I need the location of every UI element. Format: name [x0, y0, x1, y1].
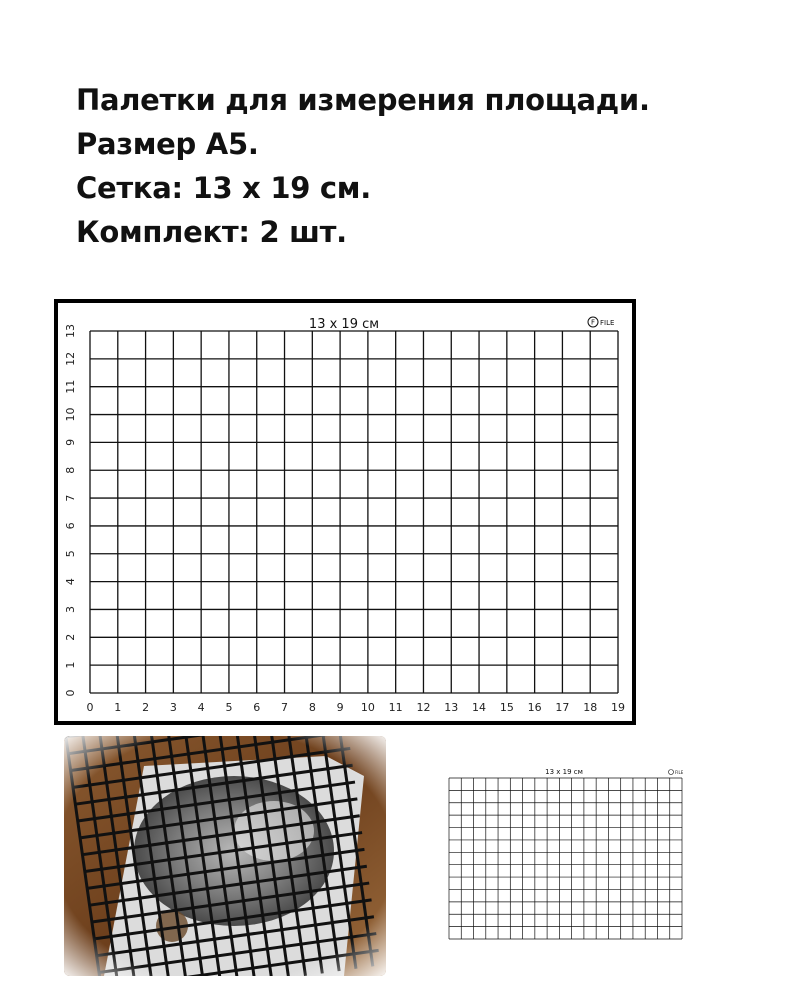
y-tick-label: 9 [64, 438, 77, 446]
x-tick-label: 11 [388, 701, 403, 714]
y-axis-ticks [64, 324, 77, 697]
x-tick-label: 2 [142, 701, 150, 714]
x-tick-label: 12 [416, 701, 431, 714]
title-line-2: Размер А5. [76, 127, 259, 161]
x-tick-label: 5 [225, 701, 233, 714]
x-tick-label: 10 [360, 701, 375, 714]
x-tick-label: 16 [527, 701, 542, 714]
y-tick-label: 10 [64, 407, 77, 422]
usage-photo [64, 736, 386, 976]
x-tick-label: 6 [253, 701, 261, 714]
y-tick-label: 4 [64, 578, 77, 586]
small-logo-circle-icon [669, 770, 674, 775]
x-tick-label: 1 [114, 701, 122, 714]
y-tick-label: 7 [64, 494, 77, 502]
y-tick-label: 5 [64, 550, 77, 558]
y-tick-label: 2 [64, 633, 77, 641]
y-tick-label: 1 [64, 661, 77, 669]
y-tick-label: 6 [64, 522, 77, 530]
x-tick-label: 15 [499, 701, 514, 714]
y-tick-label: 12 [64, 351, 77, 366]
logo-text: FILE [600, 319, 615, 327]
small-grid-size-label: 13 x 19 см [545, 768, 583, 776]
x-axis-ticks [87, 701, 626, 714]
x-tick-label: 7 [281, 701, 289, 714]
x-tick-label: 4 [197, 701, 205, 714]
x-tick-label: 19 [611, 701, 625, 714]
grid-lines [90, 331, 618, 693]
usage-photo-image [64, 736, 386, 976]
small-palette-card [446, 764, 685, 941]
logo [588, 317, 614, 327]
main-palette-card [54, 299, 636, 725]
x-tick-label: 9 [336, 701, 344, 714]
x-tick-label: 13 [444, 701, 459, 714]
x-tick-label: 14 [472, 701, 487, 714]
x-tick-label: 0 [86, 701, 94, 714]
y-tick-label: 0 [64, 689, 77, 697]
y-tick-label: 8 [64, 466, 77, 474]
title-line-4: Комплект: 2 шт. [76, 215, 347, 249]
small-logo-text: FILE [675, 770, 684, 775]
title-line-1: Палетки для измерения площади. [76, 83, 650, 117]
y-tick-label: 13 [64, 324, 77, 338]
grid-size-label: 13 x 19 см [308, 317, 380, 332]
x-tick-label: 3 [169, 701, 177, 714]
photo-vignette [64, 736, 386, 976]
x-tick-label: 18 [583, 701, 598, 714]
main-palette-grid [58, 303, 632, 721]
x-tick-label: 17 [555, 701, 570, 714]
x-tick-label: 8 [308, 701, 316, 714]
title-block [76, 78, 716, 254]
small-palette-grid [446, 764, 685, 941]
y-tick-label: 11 [64, 379, 77, 394]
logo-mark: F [590, 318, 596, 327]
title-line-3: Сетка: 13 х 19 см. [76, 171, 371, 205]
small-grid-lines [449, 778, 682, 939]
y-tick-label: 3 [64, 605, 77, 613]
